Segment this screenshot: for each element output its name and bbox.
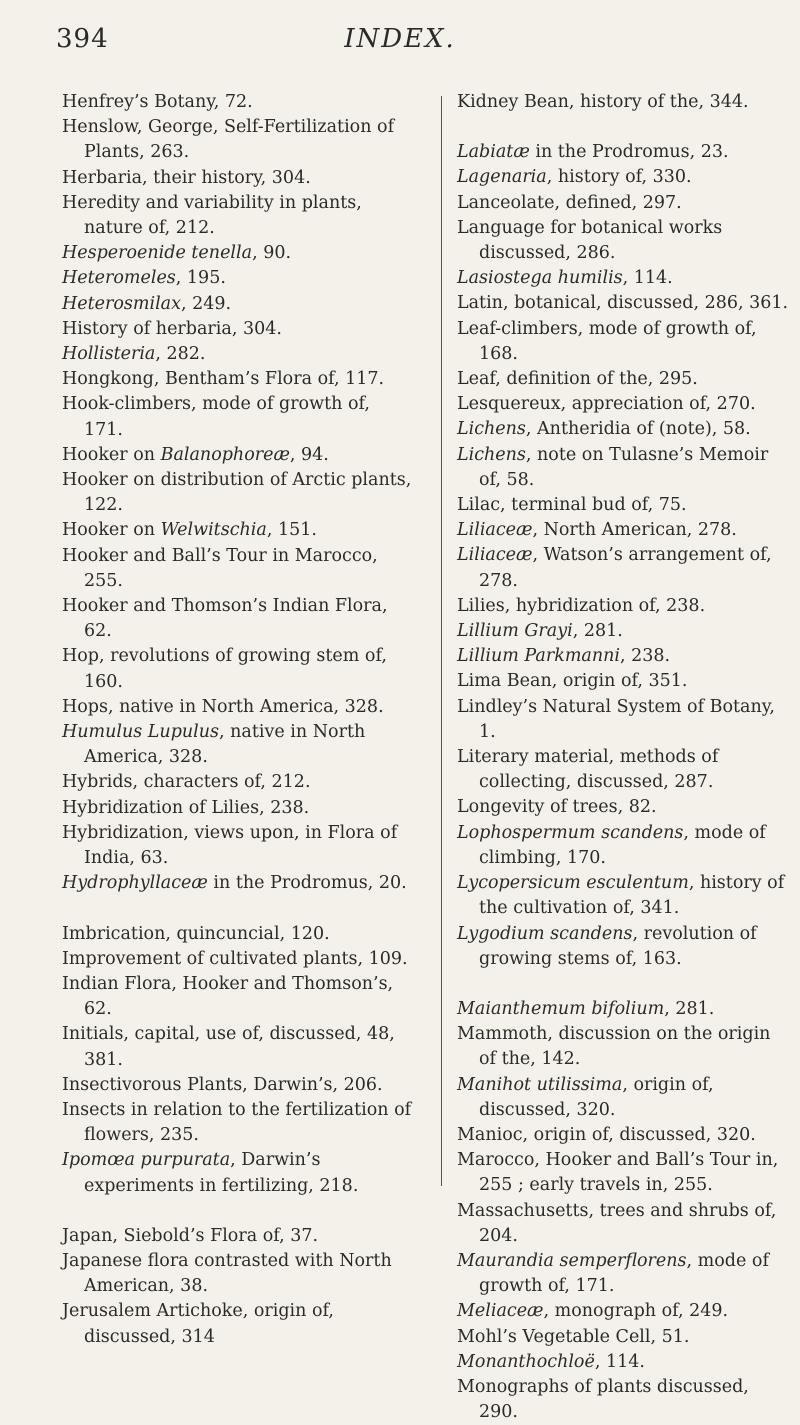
index-entry: Hydrophyllaceæ in the Prodromus, 20. bbox=[62, 873, 407, 894]
index-entry: Hesperoenide tenella, 90. bbox=[62, 243, 292, 264]
index-entry: Imbrication, quincuncial, 120. bbox=[62, 923, 330, 944]
index-entry: Hooker on distribution of Arctic plants, 122. bbox=[62, 470, 412, 516]
index-entry: Heredity and variability in plants, nature of, 212. bbox=[62, 192, 362, 239]
index-entry: Insects in relation to the fertilization of flowers, 235. bbox=[62, 1099, 412, 1146]
index-entry: Lophospermum scandens, mode of climbing, 170. bbox=[457, 822, 766, 868]
page-number: 394 bbox=[56, 24, 109, 54]
index-entry: Meliaceæ, monograph of, 249. bbox=[457, 1301, 729, 1322]
column-rule bbox=[441, 96, 442, 1186]
index-entry: Kidney Bean, history of the, 344. bbox=[457, 92, 749, 112]
index-entry: Hooker on Balanophoreæ, 94. bbox=[62, 444, 329, 465]
index-entry: Improvement of cultivated plants, 109. bbox=[62, 948, 408, 969]
index-entry: Lesquereux, appreciation of, 270. bbox=[457, 394, 756, 415]
index-entry: Latin, botanical, discussed, 286, 361. bbox=[457, 293, 789, 314]
index-entry: Lilac, terminal bud of, 75. bbox=[457, 495, 687, 516]
index-entry: Language for botanical works discussed, 286. bbox=[457, 217, 723, 264]
index-entry: Hooker on Welwitschia, 151. bbox=[62, 520, 317, 541]
index-entry: Insectivorous Plants, Darwin’s, 206. bbox=[62, 1074, 383, 1095]
index-entry: Lima Bean, origin of, 351. bbox=[457, 671, 688, 692]
index-entry: Leaf, definition of the, 295. bbox=[457, 369, 698, 390]
index-column-left bbox=[62, 90, 412, 1350]
index-entry: Monanthochloë, 114. bbox=[457, 1351, 645, 1372]
index-entry: Hybrids, characters of, 212. bbox=[62, 772, 311, 793]
index-entry: Herbaria, their history, 304. bbox=[62, 167, 311, 188]
index-entry: Massachusetts, trees and shrubs of, 204. bbox=[457, 1200, 777, 1246]
index-entry: Hops, native in North America, 328. bbox=[62, 696, 384, 717]
index-entry: Leaf-climbers, mode of growth of, 168. bbox=[457, 318, 757, 364]
index-entry: Mohl’s Vegetable Cell, 51. bbox=[457, 1326, 690, 1347]
running-head: INDEX. bbox=[344, 24, 456, 54]
index-entry: Hop, revolutions of growing stem of, 160. bbox=[62, 646, 387, 692]
index-entry: Initials, capital, use of, discussed, 48, 381. bbox=[62, 1024, 395, 1070]
index-entry: Henfrey’s Botany, 72. bbox=[62, 92, 253, 112]
index-entry: Liliaceæ, North American, 278. bbox=[457, 520, 737, 541]
index-entry: Lilies, hybridization of, 238. bbox=[457, 595, 706, 616]
index-entry: Maurandia semperflorens, mode of growth of, 171. bbox=[457, 1250, 769, 1297]
index-entry: Lagenaria, history of, 330. bbox=[457, 167, 692, 188]
index-entry: Manihot utilissima, origin of, discussed, 320. bbox=[457, 1074, 714, 1120]
index-entry: Lygodium scandens, revolution of growing stems of, 163. bbox=[457, 923, 757, 969]
index-entry: Henslow, George, Self-Fertilization of Plants, 263. bbox=[62, 117, 395, 163]
index-entry: Mammoth, discussion on the origin of the, 142. bbox=[457, 1024, 771, 1070]
index-entry: Jerusalem Artichoke, origin of, discussed, 314 bbox=[62, 1301, 334, 1347]
index-entry: Lycopersicum esculentum, history of the cultivation of, 341. bbox=[457, 873, 785, 919]
index-entry: Lichens, Antheridia of (note), 58. bbox=[457, 419, 751, 440]
index-entry: Japan, Siebold’s Flora of, 37. bbox=[62, 1225, 319, 1246]
index-entry: Lanceolate, defined, 297. bbox=[457, 192, 682, 213]
index-entry: Hooker and Thomson’s Indian Flora, 62. bbox=[62, 596, 388, 642]
index-entry: Lillium Parkmanni, 238. bbox=[457, 646, 671, 667]
index-entry: Hybridization, views upon, in Flora of India, 63. bbox=[62, 822, 398, 869]
index-entry: Hook-climbers, mode of growth of, 171. bbox=[62, 394, 370, 440]
index-entry: Heterosmilax, 249. bbox=[62, 293, 232, 314]
index-entry: Maianthemum bifolium, 281. bbox=[457, 998, 715, 1019]
index-entry: Labiatæ in the Prodromus, 23. bbox=[457, 142, 729, 163]
index-entry: Hybridization of Lilies, 238. bbox=[62, 797, 310, 818]
index-entry: Lasiostega humilis, 114. bbox=[457, 268, 673, 289]
index-entry: Marocco, Hooker and Ball’s Tour in, 255 ; early travels in, 255. bbox=[457, 1150, 779, 1196]
index-entry: Liliaceæ, Watson’s arrangement of, 278. bbox=[457, 545, 772, 591]
index-entry: Lichens, note on Tulasne’s Memoir of, 58. bbox=[457, 444, 769, 490]
index-entry: Literary material, methods of collecting, discussed, 287. bbox=[457, 747, 719, 793]
index-entry: Indian Flora, Hooker and Thomson’s, 62. bbox=[62, 973, 394, 1020]
index-entry: Ipomœa purpurata, Darwin’s experiments in fertilizing, 218. bbox=[62, 1150, 359, 1196]
index-entry: Lindley’s Natural System of Botany, 1. bbox=[457, 696, 775, 742]
index-entry: Hongkong, Bentham’s Flora of, 117. bbox=[62, 369, 385, 390]
index-entry: Hollisteria, 282. bbox=[62, 344, 206, 365]
index-entry: Manioc, origin of, discussed, 320. bbox=[457, 1124, 756, 1145]
index-entry: Heteromeles, 195. bbox=[62, 268, 226, 289]
index-entry: Lillium Grayi, 281. bbox=[457, 621, 623, 642]
index-entry: Hooker and Ball’s Tour in Marocco, 255. bbox=[62, 545, 378, 591]
index-entry: History of herbaria, 304. bbox=[62, 318, 282, 339]
index-entry: Monographs of plants discussed, 290. bbox=[457, 1376, 749, 1423]
index-column-right bbox=[457, 90, 792, 1425]
index-entry: Humulus Lupulus, native in North America, 328. bbox=[62, 722, 366, 768]
index-entry: Japanese flora contrasted with North American, 38. bbox=[62, 1250, 392, 1297]
index-entry: Longevity of trees, 82. bbox=[457, 797, 657, 818]
